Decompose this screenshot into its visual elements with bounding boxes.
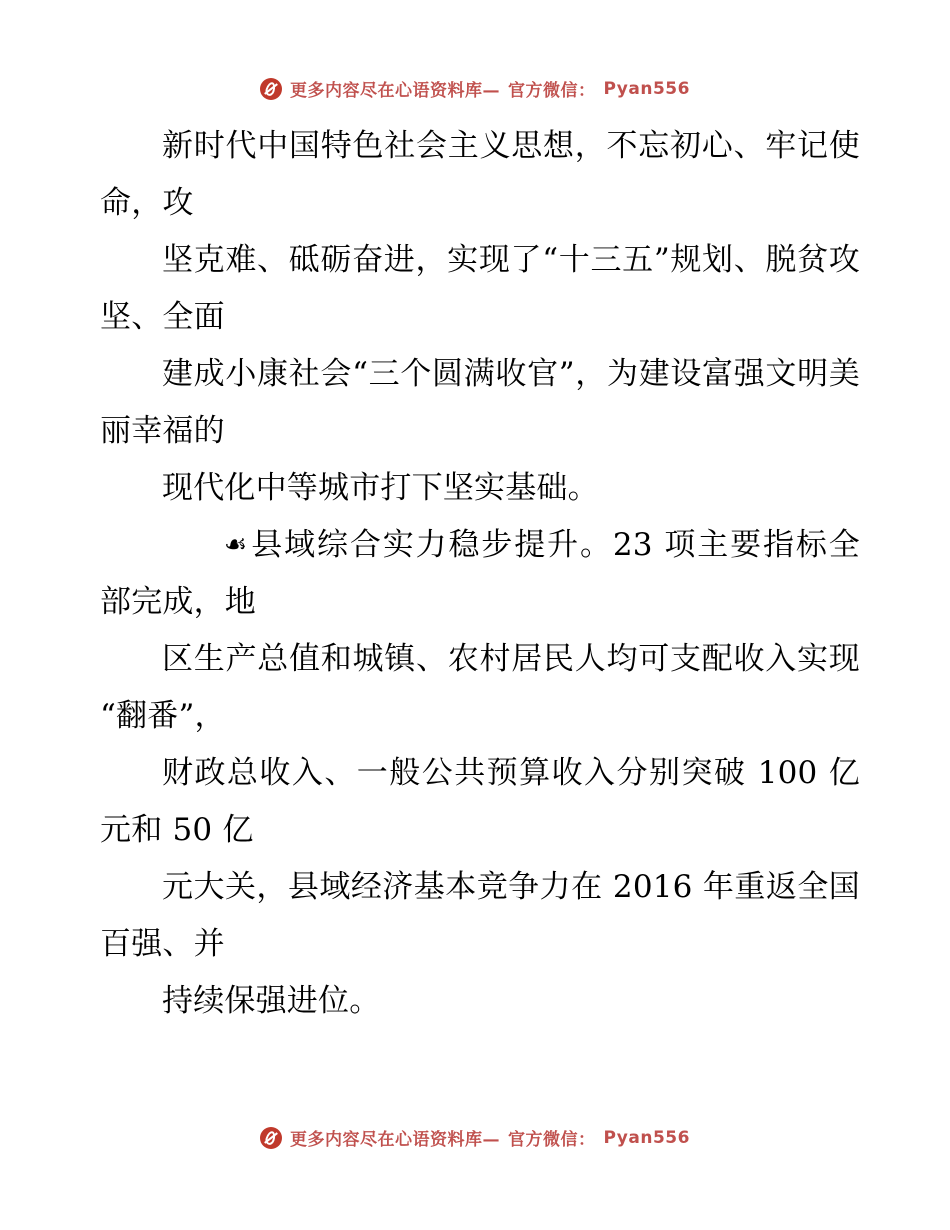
paragraph-2: 坚克难、砥砺奋进，实现了“十三五”规划、脱贫攻坚、全面 xyxy=(100,242,860,335)
watermark-main-text: 更多内容尽在心语资料库— xyxy=(290,1130,501,1150)
paragraph-3: 建成小康社会“三个圆满收官”，为建设富强文明美丽幸福的 xyxy=(100,356,860,449)
document-body xyxy=(100,118,860,1030)
watermark-header xyxy=(0,76,950,101)
paragraph-6: 区生产总值和城镇、农村居民人均可支配收入实现“翻番”， xyxy=(100,641,860,734)
watermark-wechat-label: 官方微信： xyxy=(508,81,596,101)
watermark-handle: Pyan556 xyxy=(603,78,690,99)
paragraph-8: 元大关，县域经济基本竞争力在 2016 年重返全国百强、并 xyxy=(100,869,860,962)
flourish-bullet-icon: ☙ xyxy=(224,530,248,560)
paragraph-5-text: 县域综合实力稳步提升。23 项主要指标全部完成，地 xyxy=(100,527,860,620)
paragraph-5 xyxy=(100,517,860,631)
heart-logo-icon xyxy=(260,1127,282,1149)
heart-logo-icon xyxy=(260,78,282,100)
paragraph-7: 财政总收入、一般公共预算收入分别突破 100 亿元和 50 亿 xyxy=(100,755,860,848)
paragraph-9: 持续保强进位。 xyxy=(162,983,381,1019)
watermark-footer xyxy=(0,1125,950,1150)
watermark-main-text: 更多内容尽在心语资料库— xyxy=(290,81,501,101)
paragraph-4: 现代化中等城市打下坚实基础。 xyxy=(162,470,599,506)
watermark-wechat-label: 官方微信： xyxy=(508,1130,596,1150)
watermark-handle: Pyan556 xyxy=(603,1127,690,1148)
paragraph-1: 新时代中国特色社会主义思想，不忘初心、牢记使命，攻 xyxy=(100,128,860,221)
